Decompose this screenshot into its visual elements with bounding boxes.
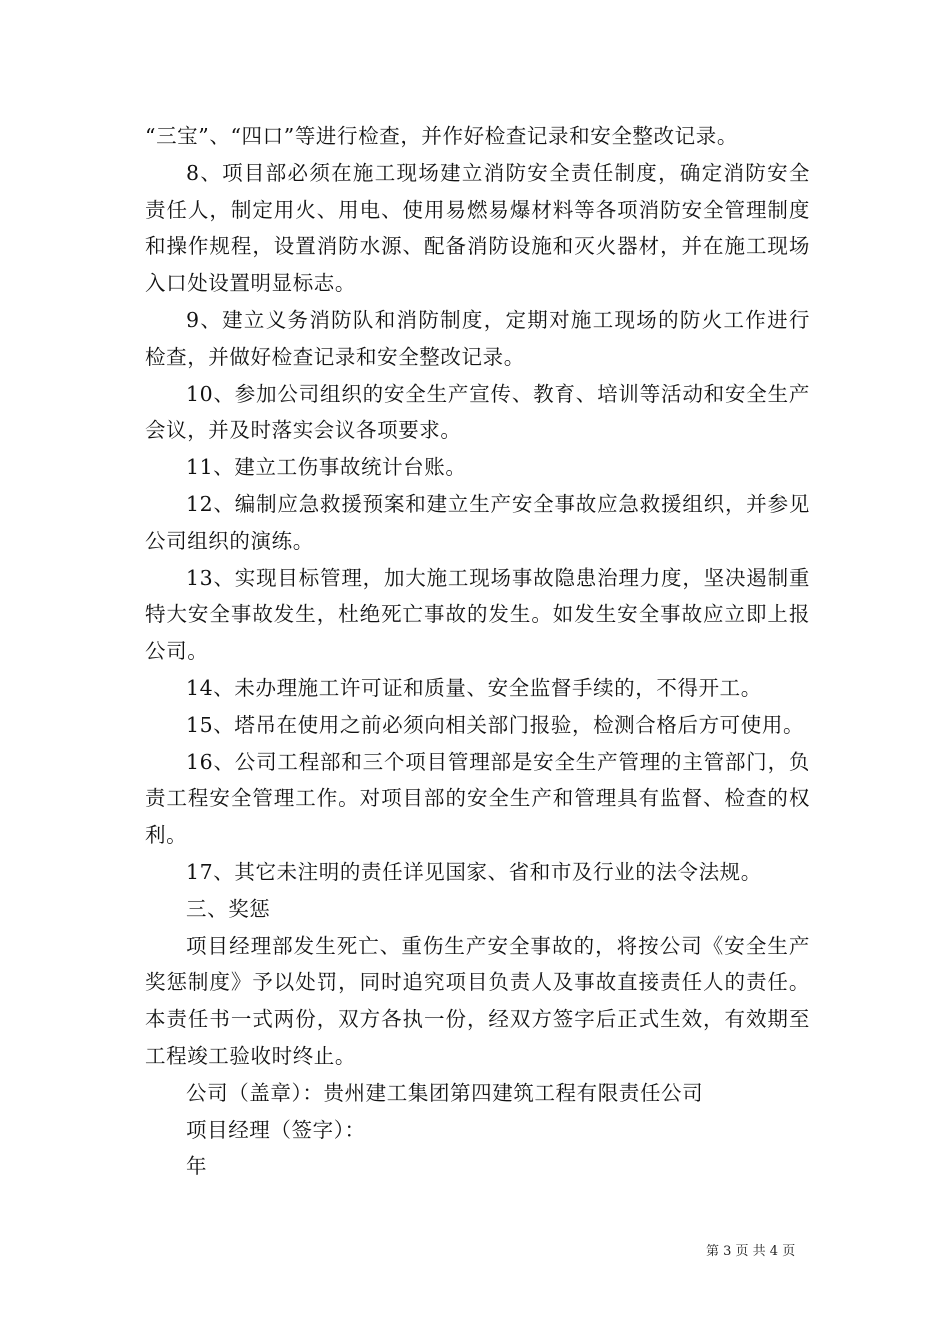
paragraph: 11、建立工伤事故统计台账。 <box>186 455 467 480</box>
paragraph: 8、项目部必须在施工现场建立消防安全责任制度，确定消防安全责任人，制定用火、用电、使用易燃易爆材料等各项消防安全管理制度和操作规程，设置消防水源、配备消防设施和灭火器材，并在施工现场入口处设置明显标志。 <box>145 160 810 296</box>
paragraph: “三宝”、“四口”等进行检查，并作好检查记录和安全整改记录。 <box>145 124 738 148</box>
paragraph: 10、参加公司组织的安全生产宣传、教育、培训等活动和安全生产会议，并及时落实会议各项要求。 <box>145 381 810 443</box>
paragraph: 9、建立义务消防队和消防制度，定期对施工现场的防火工作进行检查，并做好检查记录和安全整改记录。 <box>145 307 810 369</box>
date-line: 年 <box>186 1154 208 1179</box>
paragraph: 13、实现目标管理，加大施工现场事故隐患治理力度，坚决遏制重特大安全事故发生，杜绝死亡事故的发生。如发生安全事故应立即上报公司。 <box>145 565 810 664</box>
company-seal-line: 公司（盖章）：贵州建工集团第四建筑工程有限责任公司 <box>186 1080 704 1105</box>
manager-signature-line: 项目经理（签字）： <box>186 1117 366 1142</box>
page-number-footer: 第 3 页 共 4 页 <box>706 1244 796 1259</box>
paragraph: 项目经理部发生死亡、重伤生产安全事故的，将按公司《安全生产奖惩制度》予以处罚，同时追究项目负责人及事故直接责任人的责任。本责任书一式两份，双方各执一份，经双方签字后正式生效，有效期至工程竣工验收时终止。 <box>145 933 810 1068</box>
document-body <box>145 118 810 1185</box>
paragraph: 15、塔吊在使用之前必须向相关部门报验，检测合格后方可使用。 <box>186 712 805 737</box>
paragraph: 12、编制应急救援预案和建立生产安全事故应急救援组织，并参见公司组织的演练。 <box>145 491 810 553</box>
paragraph: 14、未办理施工许可证和质量、安全监督手续的，不得开工。 <box>186 675 762 700</box>
paragraph: 16、公司工程部和三个项目管理部是安全生产管理的主管部门，负责工程安全管理工作。对项目部的安全生产和管理具有监督、检查的权利。 <box>145 749 810 848</box>
section-heading: 三、奖惩 <box>186 896 271 921</box>
paragraph: 17、其它未注明的责任详见国家、省和市及行业的法令法规。 <box>186 859 762 884</box>
